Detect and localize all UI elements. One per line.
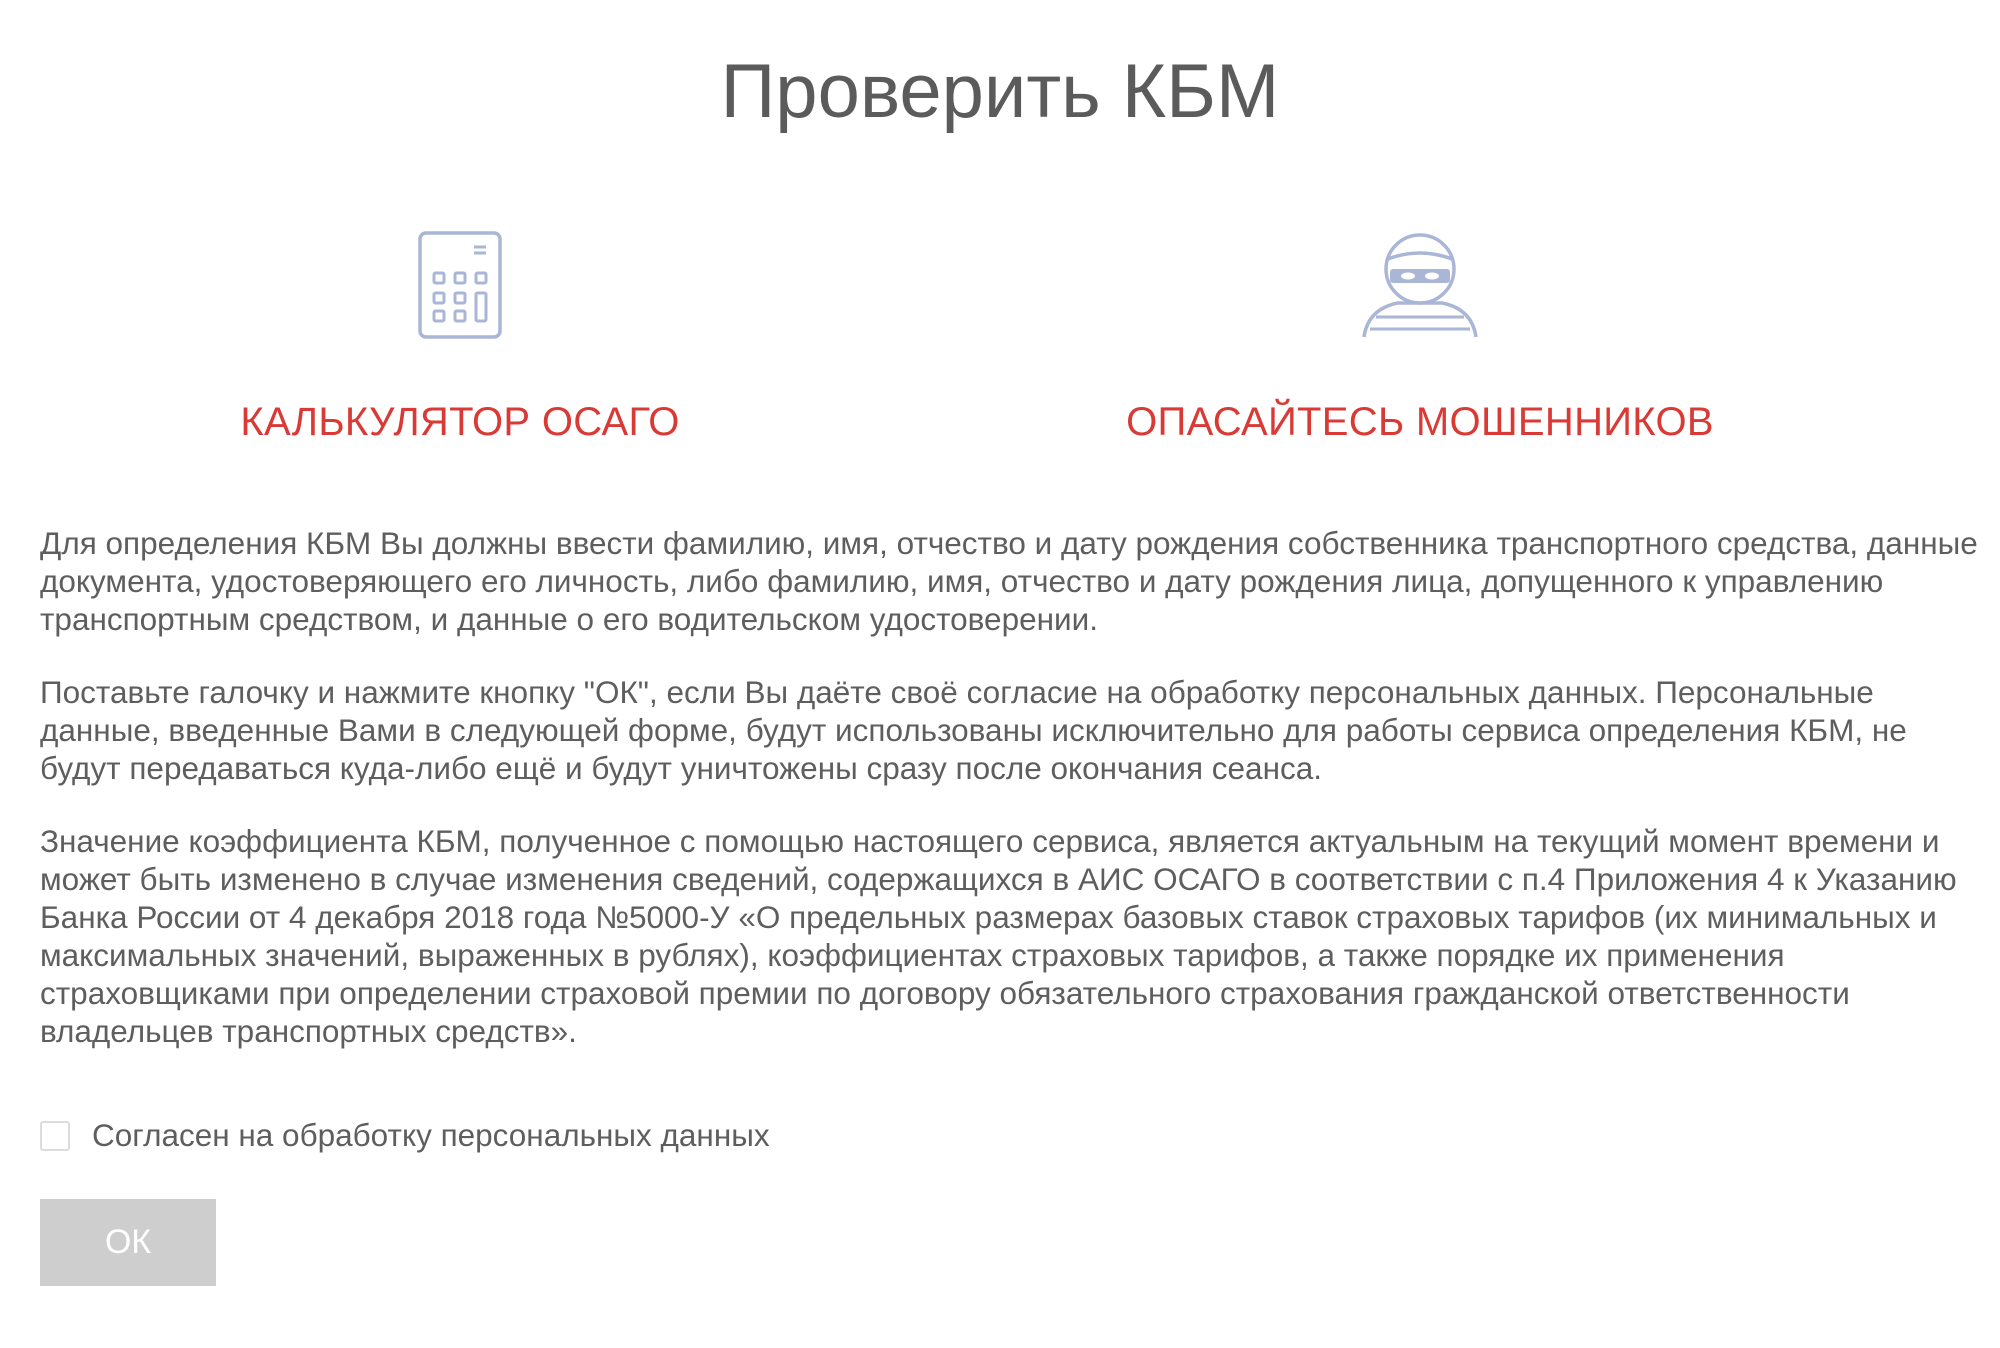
consent-row[interactable]	[40, 1117, 770, 1154]
info-paragraph-requirements: Для определения КБМ Вы должны ввести фамилию, имя, отчество и дату рождения собственника транспортного средства, данные документа, удостоверяющего его личность, либо фамилию, имя, отчество и дату рождения лица, допущенного к управлению транспортным средством, и данные о его водительском удостоверении.	[40, 525, 1978, 637]
calculator-link[interactable]: КАЛЬКУЛЯТОР ОСАГО	[240, 400, 680, 444]
consent-checkbox[interactable]	[40, 1121, 70, 1151]
info-text	[40, 524, 1980, 1085]
info-paragraph-consent: Поставьте галочку и нажмите кнопку "ОК", если Вы даёте своё согласие на обработку персональных данных. Персональные данные, введенные Вами в следующей форме, будут использованы исключительно для работы сервиса определения КБМ, не будут передаваться куда-либо ещё и будут уничтожены сразу после окончания сеанса.	[40, 674, 1907, 786]
page-title: Проверить КБМ	[720, 49, 1280, 134]
promo-calculator[interactable]	[200, 210, 720, 445]
ok-button[interactable]: ОК	[40, 1199, 216, 1286]
calculator-icon	[395, 210, 525, 360]
thief-icon	[1355, 210, 1485, 360]
promo-fraud-warning[interactable]	[1120, 210, 1720, 445]
info-paragraph-legal: Значение коэффициента КБМ, полученное с помощью настоящего сервиса, является актуальным на текущий момент времени и может быть изменено в случае изменения сведений, содержащихся в АИС ОСАГО в соответствии с п.4 Приложения 4 к Указанию Банка России от 4 декабря 2018 года №5000-У «О предельных размерах базовых ставок страховых тарифов (их минимальных и максимальных значений, выраженных в рублях), коэффициентах страховых тарифов, а также порядке их применения страховщиками при определении страховой премии по договору обязательного страхования гражданской ответственности владельцев транспортных средств».	[40, 823, 1957, 1049]
consent-label[interactable]: Согласен на обработку персональных данных	[92, 1117, 770, 1153]
fraud-warning-link[interactable]: ОПАСАЙТЕСЬ МОШЕННИКОВ	[1126, 400, 1714, 444]
